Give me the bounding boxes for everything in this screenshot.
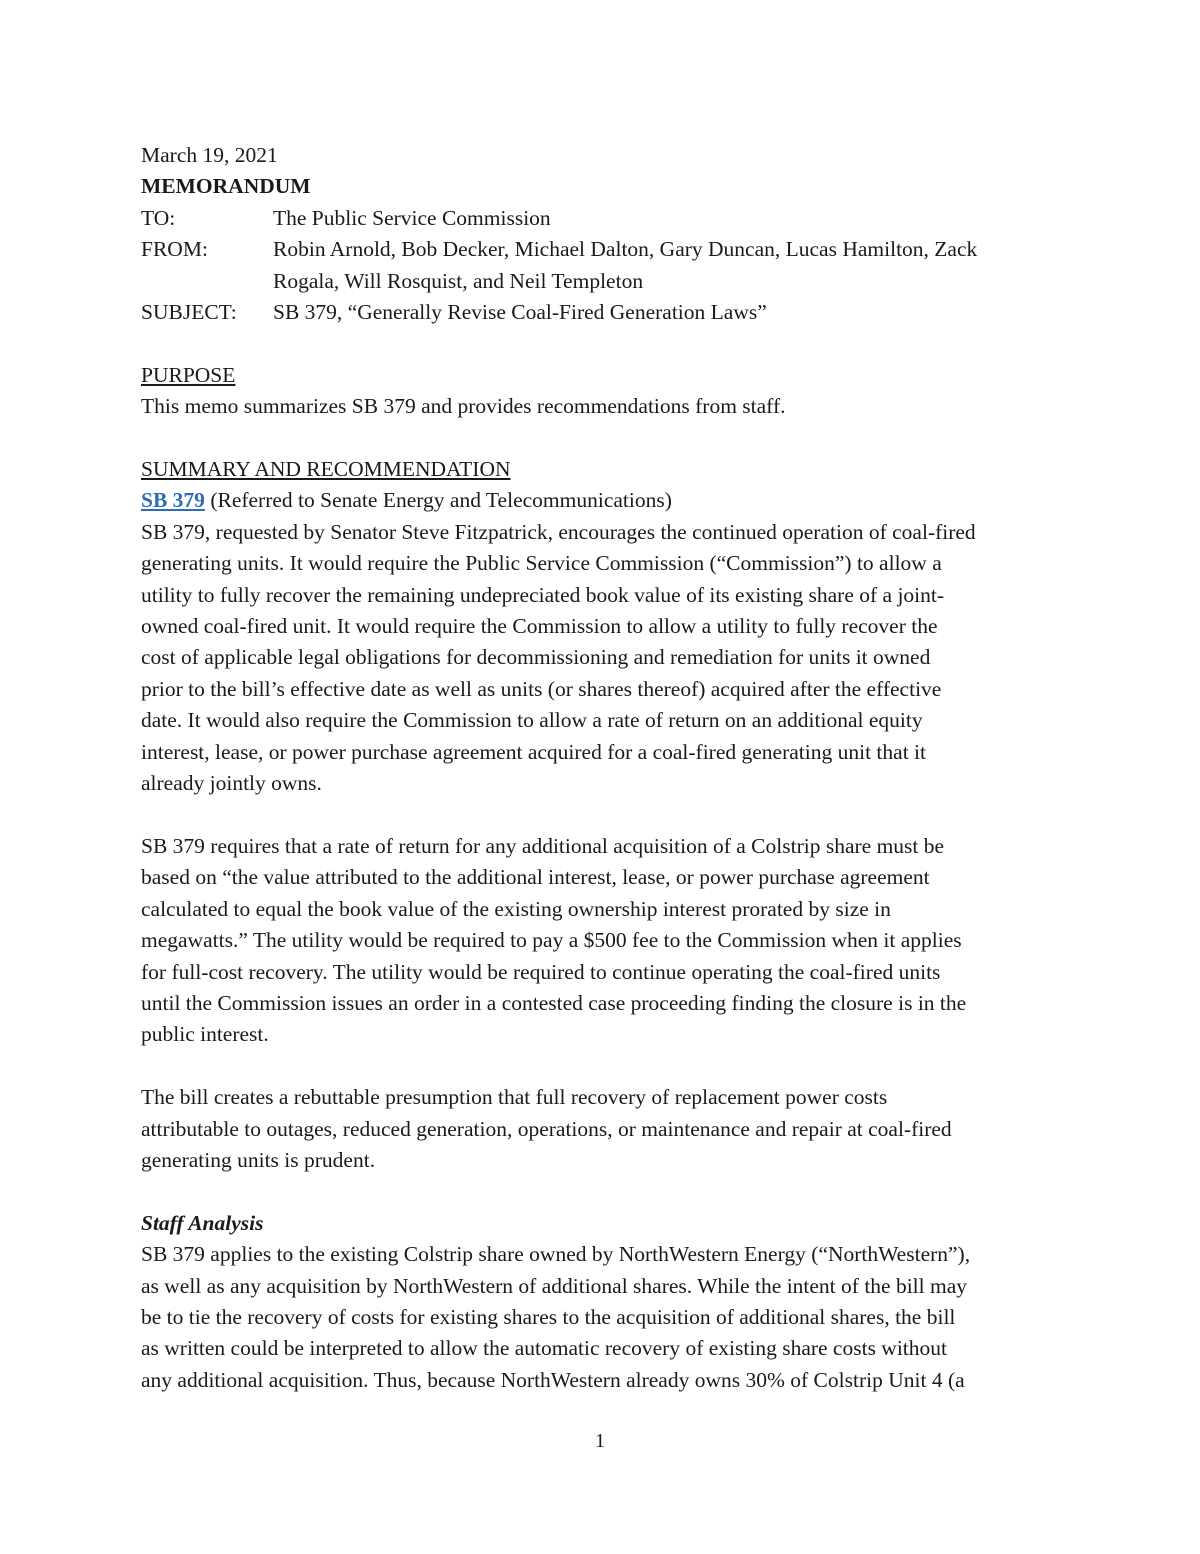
page-number: 1 [595, 1430, 605, 1452]
paragraph-line: as well as any acquisition by NorthWestern of additional shares. While the intent of the bill may [141, 1273, 968, 1298]
paragraph-line: attributable to outages, reduced generation, operations, or maintenance and repair at coal-fired [141, 1116, 952, 1141]
paragraph-line: already jointly owns. [141, 771, 322, 796]
to-row [141, 203, 1071, 234]
paragraph-line: utility to fully recover the remaining undepreciated book value of its existing share of a joint- [141, 582, 945, 607]
staff-analysis-heading: Staff Analysis [141, 1210, 264, 1235]
paragraph-line: public interest. [141, 1022, 269, 1047]
bill-reference [141, 485, 1071, 516]
paragraph-line: generating units is prudent. [141, 1147, 376, 1172]
from-line-1: Robin Arnold, Bob Decker, Michael Dalton, Gary Duncan, Lucas Hamilton, Zack [273, 237, 978, 262]
memo-page [141, 140, 1071, 1396]
paragraph-line: as written could be interpreted to allow the automatic recovery of existing share costs without [141, 1336, 948, 1361]
paragraph-line: for full-cost recovery. The utility would be required to continue operating the coal-fired units [141, 959, 941, 984]
summary-paragraph-2 [141, 831, 1071, 1051]
paragraph-line: cost of applicable legal obligations for decommissioning and remediation for units it owned [141, 645, 931, 670]
paragraph-line: until the Commission issues an order in a contested case proceeding finding the closure is in the [141, 990, 967, 1015]
paragraph-line: SB 379, requested by Senator Steve Fitzpatrick, encourages the continued operation of coal-fired [141, 519, 976, 544]
paragraph-line: generating units. It would require the Public Service Commission (“Commission”) to allow a [141, 551, 942, 576]
summary-paragraph-1 [141, 517, 1071, 800]
paragraph-line: The bill creates a rebuttable presumption that full recovery of replacement power costs [141, 1085, 888, 1110]
subject-value: SB 379, “Generally Revise Coal-Fired Generation Laws” [273, 300, 767, 325]
paragraph-line: SB 379 requires that a rate of return for any additional acquisition of a Colstrip share must be [141, 833, 945, 858]
paragraph-line: based on “the value attributed to the additional interest, lease, or power purchase agreement [141, 865, 930, 890]
paragraph-line: be to tie the recovery of costs for existing shares to the acquisition of additional shares, the bill [141, 1304, 956, 1329]
summary-heading: SUMMARY AND RECOMMENDATION [141, 457, 511, 482]
bill-link[interactable]: SB 379 [141, 488, 205, 513]
staff-analysis-paragraph [141, 1239, 1071, 1396]
paragraph-line: prior to the bill’s effective date as well as units (or shares thereof) acquired after the effective [141, 676, 942, 701]
purpose-text: This memo summarizes SB 379 and provides recommendations from staff. [141, 394, 786, 419]
paragraph-line: any additional acquisition. Thus, because NorthWestern already owns 30% of Colstrip Unit 4 (a [141, 1367, 965, 1392]
subject-label: SUBJECT: [141, 300, 237, 325]
paragraph-line: owned coal-fired unit. It would require the Commission to allow a utility to fully recover the [141, 614, 938, 639]
paragraph-line: megawatts.” The utility would be required to pay a $500 fee to the Commission when it applies [141, 928, 962, 953]
paragraph-line: date. It would also require the Commission to allow a rate of return on an additional equity [141, 708, 923, 733]
from-label: FROM: [141, 237, 208, 262]
memo-date: March 19, 2021 [141, 143, 278, 167]
summary-paragraph-3 [141, 1082, 1071, 1176]
paragraph-line: interest, lease, or power purchase agreement acquired for a coal-fired generating unit that it [141, 739, 926, 764]
paragraph-line: calculated to equal the book value of the existing ownership interest prorated by size in [141, 896, 891, 921]
bill-referral-text: (Referred to Senate Energy and Telecommunications) [204, 488, 672, 513]
purpose-heading: PURPOSE [141, 362, 236, 387]
paragraph-line: SB 379 applies to the existing Colstrip share owned by NorthWestern Energy (“NorthWestern”), [141, 1242, 971, 1267]
from-value [273, 234, 1071, 297]
from-line-2: Rogala, Will Rosquist, and Neil Templeton [273, 268, 644, 293]
from-row [141, 234, 1071, 297]
to-value: The Public Service Commission [273, 205, 551, 230]
to-label: TO: [141, 205, 176, 230]
memo-title: MEMORANDUM [141, 174, 311, 199]
subject-row [141, 297, 1071, 328]
